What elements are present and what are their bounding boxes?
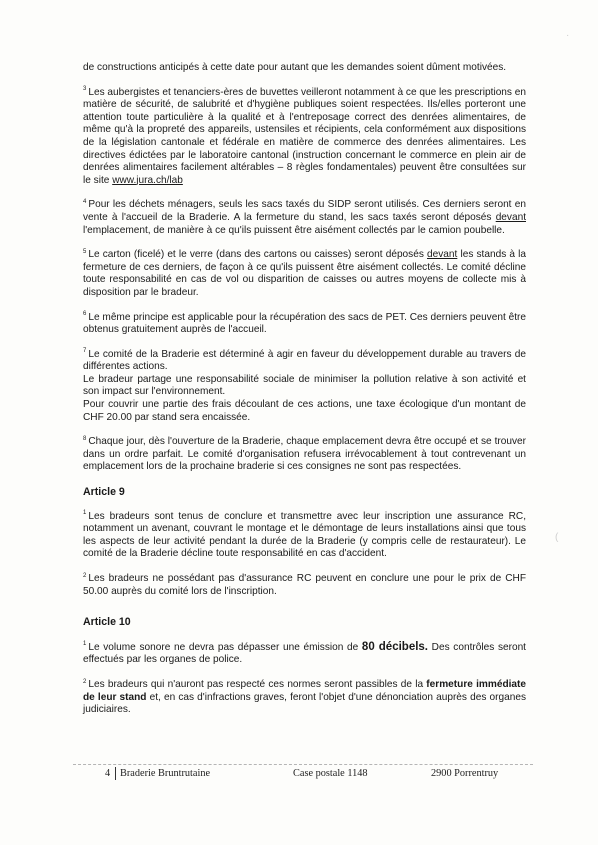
article-10-paragraph-1: $^1$ Le volume sonore ne devra pas dépasser une émission de 80 décibels. Des contrôles seront effectués par les organes de police. bbox=[83, 640, 526, 666]
article-9-heading: Article 9 bbox=[83, 486, 125, 499]
paragraph-3: $^3$ Les aubergistes et tenanciers-ères de buvettes veilleront notamment à ce que les prescriptions en matière de sécurité, de salubrité et d'hygiène publiques soient respectées. Ils/elles porteront une attention toute particulière à la qualité et à l'entreposage correct des denrées alimentaires, de même qu'à la propreté des appareils, ustensiles et récipients, cela conformément aux dispositions de la législation cantonale et fédérale en matière de commerce des denrées alimentaires. Les directives édictées par le laboratoire cantonal (instruction concernant le commerce en plein air de denrées alimentaires facilement altérables – 8 règles fondamentales) peuvent être consultées sur le site www.jura.ch/lab bbox=[83, 86, 526, 186]
footer-divider bbox=[73, 764, 533, 765]
paragraph-number: 2 bbox=[83, 572, 87, 579]
paragraph-7: $^7$ Le comité de la Braderie est déterminé à agir en faveur du développement durable au travers de différentes actions. Le bradeur partage une responsabilité sociale de minimiser la pollution relative à son activité et son impact sur l'environnement. Pour couvrir une partie des frais découlant de ces actions, une taxe écologique d'un montant de CHF 20.00 par stand sera encaissée. bbox=[83, 348, 526, 423]
article-9-paragraph-2: $^2$ Les bradeurs ne possédant pas d'assurance RC peuvent en conclure une pour le prix de CHF 50.00 auprès du comité lors de l'inscription. bbox=[83, 572, 526, 597]
paragraph-number: 4 bbox=[83, 198, 87, 205]
jura-lab-link[interactable]: www.jura.ch/lab bbox=[112, 174, 183, 186]
scan-mark-side: ( bbox=[555, 532, 559, 543]
paragraph-number: 3 bbox=[83, 86, 87, 93]
paragraph-6: $^6$ Le même principe est applicable pour la récupération des sacs de PET. Ces derniers peuvent être obtenus gratuitement auprès de l'accueil. bbox=[83, 311, 526, 336]
paragraph-continuation: de constructions anticipés à cette date pour autant que les demandes soient dûment motivées. bbox=[83, 62, 507, 73]
paragraph-number: 5 bbox=[83, 248, 87, 255]
paragraph-number: 8 bbox=[83, 435, 87, 442]
article-10-heading: Article 10 bbox=[83, 616, 131, 629]
postal-city: 2900 Porrentruy bbox=[431, 768, 499, 779]
paragraph-number: 7 bbox=[83, 348, 87, 355]
paragraph-number: 1 bbox=[83, 641, 87, 648]
underlined-word: devant bbox=[427, 249, 458, 261]
article-10-paragraph-2: $^2$ Les bradeurs qui n'auront pas respecté ces normes seront passibles de la fermeture immédiate de leur stand et, en cas d'infractions graves, feront l'objet d'une dénonciation auprès des organes judiciaires. bbox=[83, 678, 527, 716]
article-9-paragraph-1: $^1$ Les bradeurs sont tenus de conclure et transmettre avec leur inscription une assurance RC, notamment un avenant, couvrant le montage et le démontage de leurs installations ainsi que tous les aspects de leur activité pendant la durée de la Braderie (y compris celle de restaurateur). Le comité de la Braderie décline toute responsabilité en cas d'accident. bbox=[83, 510, 526, 560]
paragraph-4: $^4$ Pour les déchets ménagers, seuls les sacs taxés du SIDP seront utilisés. Ces derniers seront en vente à l'accueil de la Braderie. A la fermeture du stand, les sacs taxés seront déposés devant l'emplacement, de manière à ce qu'ils puissent être aisément collectés par le camion poubelle. bbox=[83, 198, 526, 236]
paragraph-5: $^5$ Le carton (ficelé) et le verre (dans des cartons ou caisses) seront déposés devant les stands à la fermeture de ces derniers, de façon à ce qu'ils puissent être aisément collectés. Le comité décline toute responsabilité en cas de vol ou disparition de caisses ou autres moyens de collecte mis à disposition par le bradeur. bbox=[83, 248, 526, 298]
bold-phrase: fermeture immédiate de leur stand bbox=[83, 678, 527, 703]
document-body bbox=[83, 62, 526, 729]
decibel-limit: 80 décibels. bbox=[361, 640, 428, 653]
page-footer bbox=[83, 758, 528, 784]
po-box: Case postale 1148 bbox=[293, 768, 368, 779]
organization-name: Braderie Bruntrutaine bbox=[120, 768, 211, 779]
paragraph-number: 1 bbox=[83, 510, 87, 517]
scan-mark-top: · bbox=[566, 30, 570, 41]
page-number: 4 bbox=[105, 768, 111, 779]
paragraph-number: 6 bbox=[83, 311, 87, 318]
footer-separator bbox=[115, 767, 116, 780]
underlined-word: devant bbox=[495, 211, 526, 223]
paragraph-8: $^8$ Chaque jour, dès l'ouverture de la Braderie, chaque emplacement devra être occupé et se trouver dans un ordre parfait. Le comité d'organisation refusera irrévocablement à tout contrevenant un emplacement lors de la prochaine braderie si ces consignes ne sont pas respectées. bbox=[83, 435, 526, 473]
paragraph-number: 2 bbox=[83, 678, 87, 685]
